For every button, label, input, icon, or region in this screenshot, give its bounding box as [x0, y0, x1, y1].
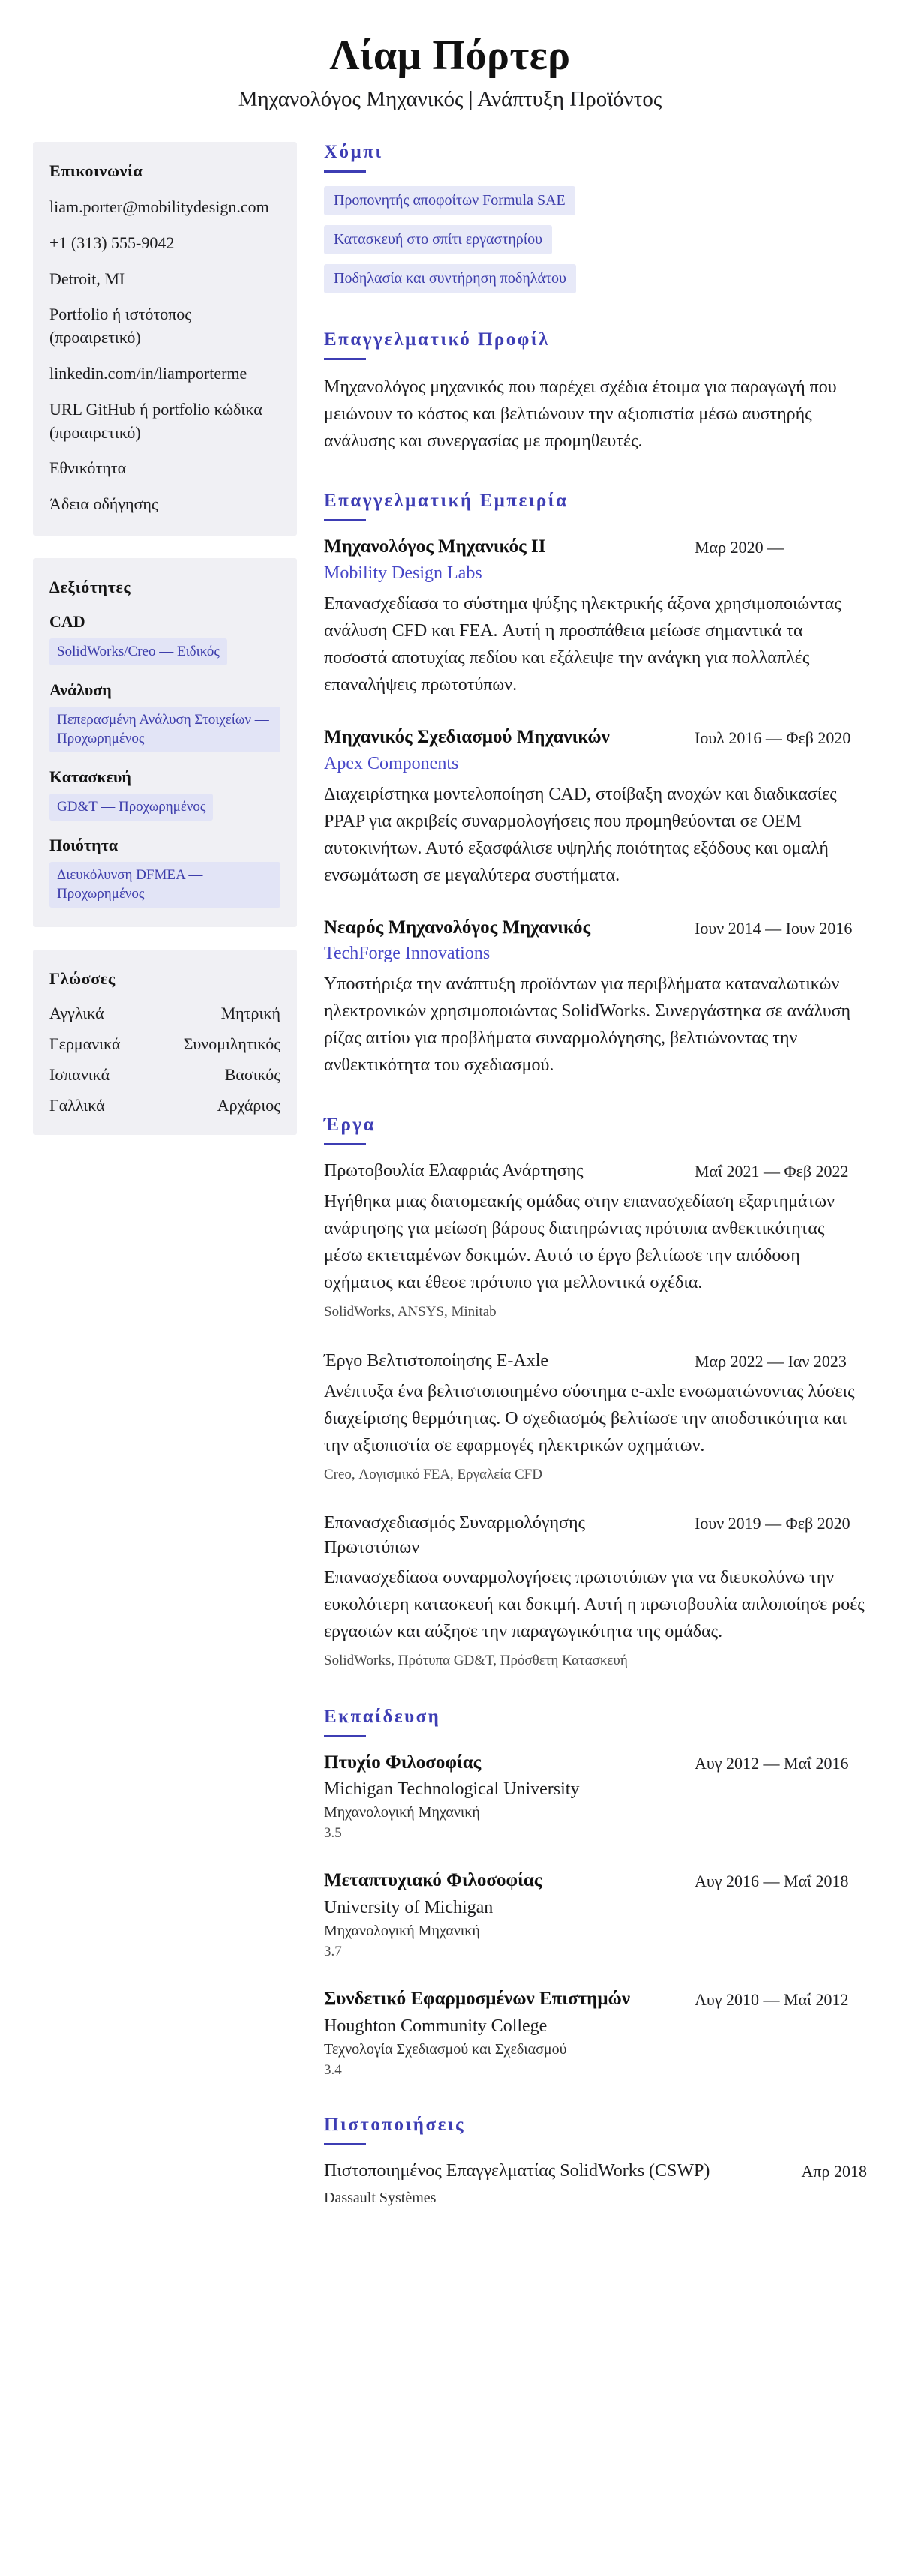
content-columns	[33, 142, 867, 2243]
education-entry	[324, 1869, 867, 1960]
job-company-link: TechForge Innovations	[324, 944, 490, 964]
project-entry	[324, 1511, 867, 1670]
contact-title: Επικοινωνία	[50, 161, 143, 180]
hobby-tag: Κατασκευή στο σπίτι εργαστηρίου	[324, 225, 552, 254]
skill-group	[50, 836, 280, 908]
field-of-study: Μηχανολογική Μηχανική	[324, 1804, 480, 1821]
job-company-link: Apex Components	[324, 753, 459, 773]
job-company-link: Mobility Design Labs	[324, 563, 482, 583]
experience-section	[324, 491, 867, 1079]
certification-dates: Απρ 2018	[801, 2162, 867, 2181]
certification-name: Πιστοποιημένος Επαγγελματίας SolidWorks (CSWP)	[324, 2161, 710, 2181]
project-dates: Μαΐ 2021 — Φεβ 2022	[694, 1162, 849, 1181]
school-name: Houghton Community College	[324, 2016, 548, 2037]
skill-group	[50, 612, 280, 665]
project-tools: SolidWorks, Πρότυπα GD&T, Πρόσθετη Κατασκευή	[324, 1653, 628, 1669]
contact-linkedin[interactable]: linkedin.com/in/liamporterme	[50, 363, 248, 383]
language-row	[50, 1096, 280, 1115]
education-dates: Αυγ 2016 — Μαΐ 2018	[694, 1872, 849, 1891]
skill-category-label: Κατασκευή	[50, 767, 131, 786]
job-description: Διαχειρίστηκα μοντελοποίηση CAD, στοίβαξη ανοχών και διαδικασίες PPAP για ακριβείς συναρμολογήσεις που προμηθεύονται σε OEM αυτοκινήτων. Αυτό εξασφάλισε υψηλής ποιότητας εξόδους και ομαλή ενσωμάτωση σε μεγαλύτερα συστήματα.	[324, 784, 837, 885]
project-description: Επανασχεδίασα συναρμολογήσεις πρωτοτύπων για να διευκολύνω την ευκολότερη κατασκευή και δοκιμή. Αυτή η πρωτοβουλία απλοποίησε ροές εργασιών και αύξησε την παραγωγικότητα της ομάδας.	[324, 1568, 865, 1642]
project-name: Επανασχεδιασμός Συναρμολόγησης Πρωτοτύπων	[324, 1513, 585, 1557]
education-dates: Αυγ 2012 — Μαΐ 2016	[694, 1753, 849, 1773]
degree-name: Συνδετικό Εφαρμοσμένων Επιστημών	[324, 1989, 630, 2010]
degree-name: Μεταπτυχιακό Φιλοσοφίας	[324, 1870, 542, 1891]
language-row	[50, 1065, 280, 1085]
skill-category-label: Ανάλυση	[50, 680, 112, 699]
project-description: Ανέπτυξα ένα βελτιστοποιημένο σύστημα e-axle ενσωματώνοντας λύσεις διαχείρισης θερμότητας. Ο σχεδιασμός βελτίωσε την αποδοτικότητα και την αξιοπιστία σε εφαρμογές ηλεκτρικών οχημάτων.	[324, 1381, 855, 1455]
field-of-study: Τεχνολογία Σχεδιασμού και Σχεδιασμού	[324, 2041, 567, 2058]
sidebar	[33, 142, 297, 1135]
project-tools: SolidWorks, ANSYS, Minitab	[324, 1304, 496, 1320]
languages-title: Γλώσσες	[50, 968, 116, 988]
skills-section	[33, 558, 297, 927]
profile-title: Επαγγελματικό Προφίλ	[324, 329, 867, 360]
education-section	[324, 1707, 867, 2079]
project-name: Πρωτοβουλία Ελαφριάς Ανάρτησης	[324, 1161, 584, 1181]
gpa-value: 3.7	[324, 1944, 342, 1960]
education-entry-head	[324, 1869, 867, 1893]
profile-text: Μηχανολόγος μηχανικός που παρέχει σχέδια έτοιμα για παραγωγή που μειώνουν το κόστος και βελτιώνουν την αξιοπιστία μέσω αυστηρής ανάλυσης και συνεργασίας με προμηθευτές.	[324, 377, 837, 451]
skill-pill: SolidWorks/Creo — Ειδικός	[50, 638, 227, 665]
education-entry	[324, 1751, 867, 1842]
job-dates: Μαρ 2020 —	[694, 538, 784, 557]
education-dates: Αυγ 2010 — Μαΐ 2012	[694, 1990, 849, 2010]
skill-pill: Διευκόλυνση DFMEA — Προχωρημένος	[50, 862, 280, 908]
experience-title: Επαγγελματική Εμπειρία	[324, 491, 867, 521]
school-name: Michigan Technological University	[324, 1779, 580, 1800]
education-title: Εκπαίδευση	[324, 1707, 867, 1737]
job-role: Μηχανολόγος Μηχανικός II	[324, 536, 546, 557]
gpa-value: 3.5	[324, 1825, 342, 1842]
language-row	[50, 1004, 280, 1023]
language-level: Βασικός	[224, 1064, 280, 1084]
hobby-tag: Ποδηλασία και συντήρηση ποδηλάτου	[324, 264, 576, 293]
skill-category-label: Ποιότητα	[50, 835, 118, 854]
certification-entry-head	[324, 2159, 867, 2184]
gpa-value: 3.4	[324, 2062, 342, 2079]
skill-pill: GD&T — Προχωρημένος	[50, 794, 213, 821]
language-row	[50, 1034, 280, 1054]
language-name: Γαλλικά	[50, 1095, 105, 1115]
language-name: Αγγλικά	[50, 1003, 104, 1022]
language-level: Μητρική	[220, 1003, 280, 1022]
education-entry	[324, 1987, 867, 2079]
contact-portfolio: Portfolio ή ιστότοπος (προαιρετικό)	[50, 305, 192, 347]
project-description: Ηγήθηκα μιας διατομεακής ομάδας στην επανασχεδίαση εξαρτημάτων ανάρτησης για μείωση βάρους διατηρώντας πρότυπα ανθεκτικότητας μέσω εκτεταμένων δοκιμών. Αυτό το έργο βελτίωσε την απόδοση οχήματος και έθεσε πρότυπο για μελλοντικά σχέδια.	[324, 1192, 835, 1293]
hobbies-title: Χόμπι	[324, 142, 867, 173]
education-entry-head	[324, 1751, 867, 1776]
field-of-study: Μηχανολογική Μηχανική	[324, 1923, 480, 1940]
job-dates: Ιουν 2014 — Ιουν 2016	[694, 918, 853, 938]
profile-section	[324, 329, 867, 455]
contact-phone: +1 (313) 555-9042	[50, 233, 175, 252]
certification-issuer: Dassault Systèmes	[324, 2189, 436, 2206]
language-level: Αρχάριος	[217, 1095, 280, 1115]
skill-group	[50, 767, 280, 821]
project-entry	[324, 1349, 867, 1484]
job-dates: Ιουλ 2016 — Φεβ 2020	[694, 728, 851, 747]
certification-entry	[324, 2159, 867, 2207]
contact-github: URL GitHub ή portfolio κώδικα (προαιρετικό)	[50, 399, 262, 442]
job-role: Μηχανικός Σχεδιασμού Μηχανικών	[324, 726, 610, 747]
project-entry-head	[324, 1511, 867, 1560]
experience-entry-head	[324, 535, 867, 560]
hobbies-section	[324, 142, 867, 293]
skill-category-label: CAD	[50, 611, 86, 631]
skill-pill: Πεπερασμένη Ανάλυση Στοιχείων — Προχωρημένος	[50, 707, 280, 752]
resume-header	[33, 32, 867, 112]
school-name: University of Michigan	[324, 1898, 494, 1918]
language-name: Ισπανικά	[50, 1064, 110, 1084]
job-description: Επανασχεδίασα το σύστημα ψύξης ηλεκτρικής άξονα χρησιμοποιώντας ανάλυση CFD και FEA. Αυτή η προσπάθεια μείωσε σημαντικά τα ποσοστά αποτυχίας πεδίου και εξάλειψε την ανάγκη για πολλαπλές επαναλήψεις πρωτοτύπων.	[324, 593, 842, 695]
project-entry-head	[324, 1349, 867, 1374]
projects-section	[324, 1115, 867, 1670]
project-name: Έργο Βελτιστοποίησης E-Axle	[324, 1350, 549, 1371]
skill-group	[50, 680, 280, 752]
job-role: Νεαρός Μηχανολόγος Μηχανικός	[324, 917, 591, 938]
main-content	[324, 142, 867, 2243]
languages-section	[33, 950, 297, 1135]
hobby-tag: Προπονητής αποφοίτων Formula SAE	[324, 186, 575, 215]
language-level: Συνομιλητικός	[183, 1034, 280, 1053]
header-subtitle: Μηχανολόγος Μηχανικός | Ανάπτυξη Προϊόντος	[238, 87, 662, 111]
experience-entry	[324, 725, 867, 889]
certifications-title: Πιστοποιήσεις	[324, 2115, 867, 2145]
job-description: Υποστήριξα την ανάπτυξη προϊόντων για περιβλήματα καταναλωτικών ηλεκτρονικών χρησιμοποιώντας SolidWorks. Συνεργάστηκα σε ανάλυση ρίζας αιτίου για προβλήματα συναρμολόγησης, βελτιώνοντας την ανθεκτικότητα του σχεδιασμού.	[324, 974, 851, 1076]
experience-entry-head	[324, 916, 867, 941]
hobby-tags	[324, 186, 867, 293]
page-title: Λίαμ Πόρτερ	[329, 32, 571, 79]
contact-driving-license: Άδεια οδήγησης	[50, 494, 158, 514]
skills-title: Δεξιότητες	[50, 577, 131, 596]
experience-entry	[324, 916, 867, 1079]
degree-name: Πτυχίο Φιλοσοφίας	[324, 1752, 482, 1773]
project-tools: Creo, Λογισμικό FEA, Εργαλεία CFD	[324, 1466, 542, 1482]
education-entry-head	[324, 1987, 867, 2012]
contact-nationality: Εθνικότητα	[50, 458, 127, 478]
project-entry-head	[324, 1159, 867, 1184]
language-name: Γερμανικά	[50, 1034, 121, 1053]
contact-section	[33, 142, 297, 536]
project-dates: Μαρ 2022 — Ιαν 2023	[694, 1351, 847, 1371]
projects-title: Έργα	[324, 1115, 867, 1145]
project-dates: Ιουν 2019 — Φεβ 2020	[694, 1514, 850, 1533]
project-entry	[324, 1159, 867, 1321]
contact-email[interactable]: liam.porter@mobilitydesign.com	[50, 197, 269, 216]
experience-entry	[324, 535, 867, 698]
experience-entry-head	[324, 725, 867, 750]
contact-location: Detroit, MI	[50, 269, 125, 288]
certifications-section	[324, 2115, 867, 2207]
